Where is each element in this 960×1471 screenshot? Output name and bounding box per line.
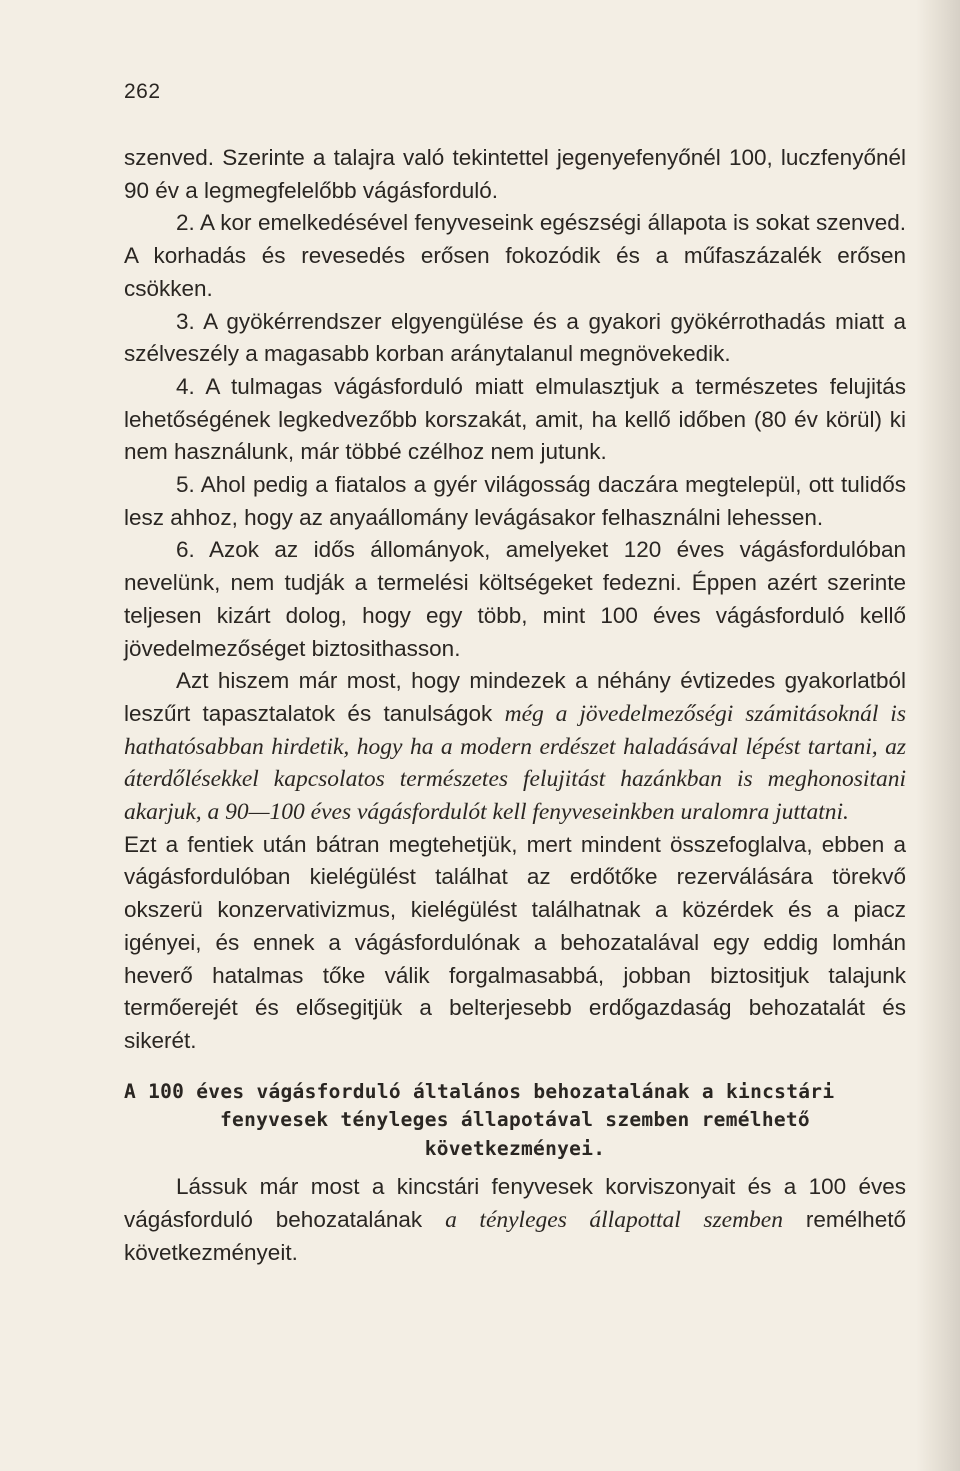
section-heading-line-2: fenyvesek tényleges állapotával szemben remélhető [220, 1108, 810, 1132]
section-heading-line-3: következményei. [424, 1136, 606, 1160]
conclusion-emphasis: még a jövedelmezőségi számitásoknál is hathatósabban hirdetik, hogy ha a modern erdészet haladásával lépést tartani, az áterdőlésekkel kapcsolatos természetes felujitást hazánkban is meghonositani akarjuk, a 90—100 éves vágásfordulót kell fenyveseinkben uralomra juttatni. [124, 700, 906, 826]
paragraph-summary: Ezt a fentiek után bátran megtehetjük, mert mindent összefoglalva, ebben a vágásfordulóban kielégülést találhat az erdőtőke rezerválására törekvő okszerü konzervativizmus, kielégülést találhatnak a közérdek és a piacz igényei, és ennek a vágásfordulónak a behozatalával egy eddig lomhán heverő hatalmas tőke válik forgalmasabbá, jobban biztositjuk talajunk termőerejét és elősegitjük a belterjesebb erdőgazdaság behozatalát és sikerét. [124, 831, 906, 1053]
paragraph-section-intro [124, 1171, 906, 1269]
conclusion-text: Azt hiszem már most, hogy mindezek a néhány évtizedes gyakorlatból leszűrt tapasztalatok és tanulságok [124, 668, 906, 726]
body-text [124, 142, 906, 1269]
paragraph-point-2: 2. A kor emelkedésével fenyveseink egészségi állapota is sokat szenved. A korhadás és revesedés erősen fokozódik és a műfaszázalék erősen csökken. [124, 210, 906, 301]
section-intro-emphasis: a tényleges állapottal szemben [445, 1206, 783, 1233]
paragraph-continuation: szenved. Szerinte a talajra való tekintettel jegenyefenyőnél 100, luczfenyőnél 90 év a legmegfelelőbb vágásforduló. [124, 145, 906, 203]
paragraph-point-3: 3. A gyökérrendszer elgyengülése és a gyakori gyökérrothadás miatt a szélveszély a magasabb korban aránytalanul megnövekedik. [124, 308, 906, 367]
section-heading-line-1: A 100 éves vágásforduló általános behozatalának a kincstári [124, 1079, 835, 1103]
paragraph-point-5: 5. Ahol pedig a fiatalos a gyér világosság daczára megtelepül, ott tulidős lesz ahhoz, hogy az anyaállomány levágásakor felhasználni lehessen. [124, 472, 906, 530]
page-number: 262 [124, 80, 161, 103]
paragraph-conclusion [124, 665, 906, 829]
section-heading [124, 1078, 906, 1164]
paragraph-point-6: 6. Azok az idős állományok, amelyeket 120 éves vágásfordulóban nevelünk, nem tudják a termelési költségeket fedezni. Éppen azért szerinte teljesen kizárt dolog, hogy egy több, mint 100 éves vágásforduló kellő jövedelmezőséget biztosithasson. [124, 537, 906, 661]
page-edge-shadow [916, 0, 960, 1471]
section-intro-text: Lássuk már most a kincstári fenyvesek korviszonyait és a 100 éves vágásforduló behozatalának [124, 1174, 906, 1232]
paragraph-point-4: 4. A tulmagas vágásforduló miatt elmulasztjuk a természetes felujitás lehetőségének legkedvezőbb korszakát, amit, ha kellő időben (80 év körül) ki nem használunk, már többé czélhoz nem jutunk. [124, 373, 906, 465]
section-intro-text-end: remélhető következményeit. [124, 1206, 906, 1265]
